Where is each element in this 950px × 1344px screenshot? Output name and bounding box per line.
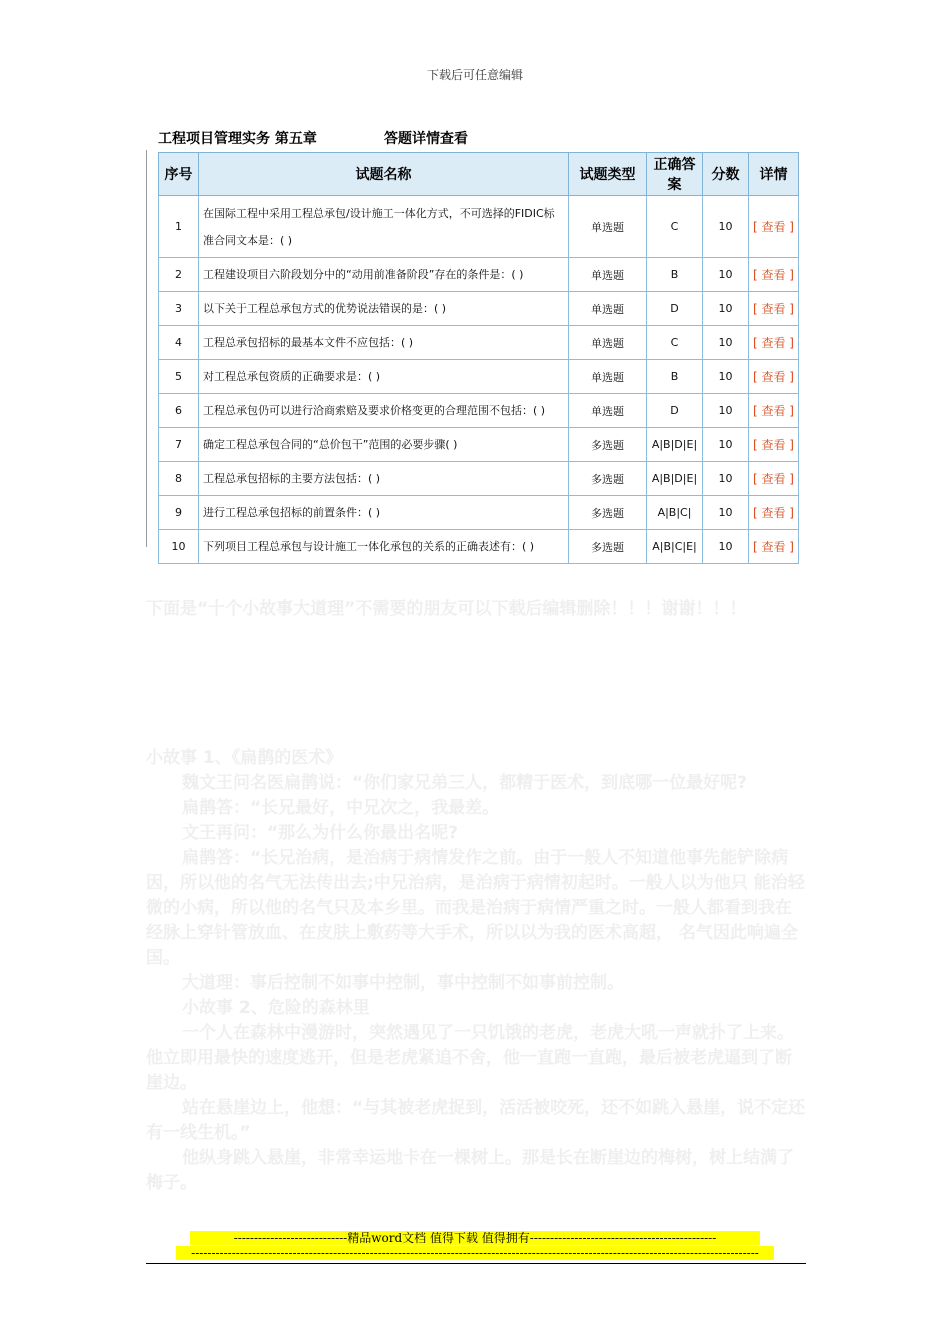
view-link[interactable]: [ 查看 ]	[749, 462, 799, 496]
cell-answer: C	[647, 326, 703, 360]
story2-title: 小故事 2、危险的森林里	[182, 998, 370, 1018]
cell-no: 7	[159, 428, 199, 462]
story2-p2: 站在悬崖边上，他想：“与其被老虎捉到，活活被咬死，还不如跳入悬崖，说不定还有一线生机。”	[146, 1098, 806, 1143]
cell-name: 在国际工程中采用工程总承包/设计施工一体化方式，不可选择的FIDIC标准合同文本是：( )	[199, 196, 569, 258]
story1-moral: 大道理：事后控制不如事中控制，事中控制不如事前控制。	[182, 973, 624, 993]
cell-no: 5	[159, 360, 199, 394]
panel-title-left: 工程项目管理实务 第五章	[158, 131, 317, 147]
cell-type: 单选题	[569, 258, 647, 292]
col-header-type: 试题类型	[569, 153, 647, 196]
table-row	[159, 326, 799, 360]
cell-no: 4	[159, 326, 199, 360]
table-header-row	[159, 153, 799, 196]
cell-name: 下列项目工程总承包与设计施工一体化承包的关系的正确表述有：( )	[199, 530, 569, 564]
cell-score: 10	[703, 530, 749, 564]
cell-answer: D	[647, 394, 703, 428]
cell-name: 工程总承包招标的最基本文件不应包括：( )	[199, 326, 569, 360]
view-link[interactable]: [ 查看 ]	[749, 326, 799, 360]
cell-no: 8	[159, 462, 199, 496]
cell-no: 2	[159, 258, 199, 292]
cell-answer: A|B|C|	[647, 496, 703, 530]
view-link[interactable]: [ 查看 ]	[749, 292, 799, 326]
view-link[interactable]: [ 查看 ]	[749, 360, 799, 394]
cell-name: 对工程总承包资质的正确要求是：( )	[199, 360, 569, 394]
cell-score: 10	[703, 428, 749, 462]
cell-type: 单选题	[569, 326, 647, 360]
cell-answer: B	[647, 258, 703, 292]
story1-title: 小故事 1、《扁鹊的医术》	[146, 748, 343, 768]
table-row	[159, 530, 799, 564]
cell-type: 多选题	[569, 496, 647, 530]
cell-name: 确定工程总承包合同的“总价包干”范围的必要步骤( )	[199, 428, 569, 462]
story2-p1: 一个人在森林中漫游时，突然遇见了一只饥饿的老虎，老虎大吼一声就扑了上来。他立即用最快的速度逃开，但是老虎紧追不舍，他一直跑一直跑，最后被老虎逼到了断崖边。	[146, 1023, 794, 1093]
header-note: 下载后可任意编辑	[426, 68, 523, 82]
col-header-no: 序号	[159, 153, 199, 196]
cell-type: 多选题	[569, 530, 647, 564]
view-link[interactable]: [ 查看 ]	[749, 428, 799, 462]
cell-type: 单选题	[569, 360, 647, 394]
story-section	[146, 746, 806, 1196]
view-link[interactable]: [ 查看 ]	[749, 496, 799, 530]
cell-type: 单选题	[569, 196, 647, 258]
cell-score: 10	[703, 394, 749, 428]
answer-table	[158, 152, 799, 564]
story1-p3: 文王再问：“那么为什么你最出名呢?	[182, 823, 459, 843]
notice-paragraph	[146, 597, 806, 622]
cell-score: 10	[703, 462, 749, 496]
bottom-rule	[146, 1263, 806, 1264]
panel-title-right: 答题详情查看	[384, 131, 468, 147]
table-row	[159, 394, 799, 428]
cell-no: 9	[159, 496, 199, 530]
cell-type: 单选题	[569, 394, 647, 428]
cell-name: 进行工程总承包招标的前置条件：( )	[199, 496, 569, 530]
view-link[interactable]: [ 查看 ]	[749, 530, 799, 564]
col-header-answer: 正确答案	[647, 153, 703, 196]
story2-p3: 他纵身跳入悬崖，非常幸运地卡在一棵树上。那是长在断崖边的梅树，树上结满了梅子。	[146, 1148, 794, 1193]
cell-no: 10	[159, 530, 199, 564]
col-header-detail: 详情	[749, 153, 799, 196]
table-row	[159, 428, 799, 462]
cell-no: 1	[159, 196, 199, 258]
footer-line-1: ----------------------------精品word文档 值得下载 值得拥有----------------------------------------------	[190, 1231, 760, 1245]
cell-score: 10	[703, 292, 749, 326]
cell-score: 10	[703, 360, 749, 394]
view-link[interactable]: [ 查看 ]	[749, 258, 799, 292]
cell-score: 10	[703, 196, 749, 258]
col-header-name: 试题名称	[199, 153, 569, 196]
cell-answer: A|B|D|E|	[647, 428, 703, 462]
cell-answer: B	[647, 360, 703, 394]
cell-name: 工程建设项目六阶段划分中的“动用前准备阶段”存在的条件是：( )	[199, 258, 569, 292]
cell-answer: A|B|C|E|	[647, 530, 703, 564]
table-row	[159, 196, 799, 258]
panel-left-rule	[146, 150, 147, 547]
cell-score: 10	[703, 496, 749, 530]
cell-answer: D	[647, 292, 703, 326]
cell-answer: A|B|D|E|	[647, 462, 703, 496]
story1-p1: 魏文王问名医扁鹊说：“你们家兄弟三人，都精于医术，到底哪一位最好呢?	[182, 773, 748, 793]
notice-text: 下面是“十个小故事大道理”不需要的朋友可以下载后编辑删除！！！谢谢！！！	[146, 599, 747, 619]
cell-score: 10	[703, 326, 749, 360]
cell-name: 工程总承包仍可以进行洽商索赔及要求价格变更的合理范围不包括：( )	[199, 394, 569, 428]
story1-p4: 扁鹊答：“长兄治病，是治病于病情发作之前。由于一般人不知道他事先能铲除病因，所以他的名气无法传出去;中兄治病，是治病于病情初起时。一般人以为他只 能治轻微的小病，所以他的名气只及本乡里。而我是治病于病情严重之时。一般人都看到我在经脉上穿针管放血、在皮肤上敷药等大手术，所以以为我的医术高超， 名气因此响遍全国。	[146, 848, 805, 968]
table-row	[159, 292, 799, 326]
cell-score: 10	[703, 258, 749, 292]
cell-no: 6	[159, 394, 199, 428]
view-link[interactable]: [ 查看 ]	[749, 394, 799, 428]
table-row	[159, 496, 799, 530]
cell-no: 3	[159, 292, 199, 326]
footer-line-2: --------------------------------------------------------------------------------------------------------------------------------------------	[176, 1246, 774, 1260]
table-row	[159, 462, 799, 496]
panel-title	[158, 128, 798, 150]
story1-p2: 扁鹊答：“长兄最好，中兄次之，我最差。	[182, 798, 500, 818]
cell-type: 单选题	[569, 292, 647, 326]
cell-type: 多选题	[569, 428, 647, 462]
view-link[interactable]: [ 查看 ]	[749, 196, 799, 258]
table-row	[159, 360, 799, 394]
table-row	[159, 258, 799, 292]
cell-name: 工程总承包招标的主要方法包括：( )	[199, 462, 569, 496]
cell-type: 多选题	[569, 462, 647, 496]
col-header-score: 分数	[703, 153, 749, 196]
cell-answer: C	[647, 196, 703, 258]
cell-name: 以下关于工程总承包方式的优势说法错误的是：( )	[199, 292, 569, 326]
